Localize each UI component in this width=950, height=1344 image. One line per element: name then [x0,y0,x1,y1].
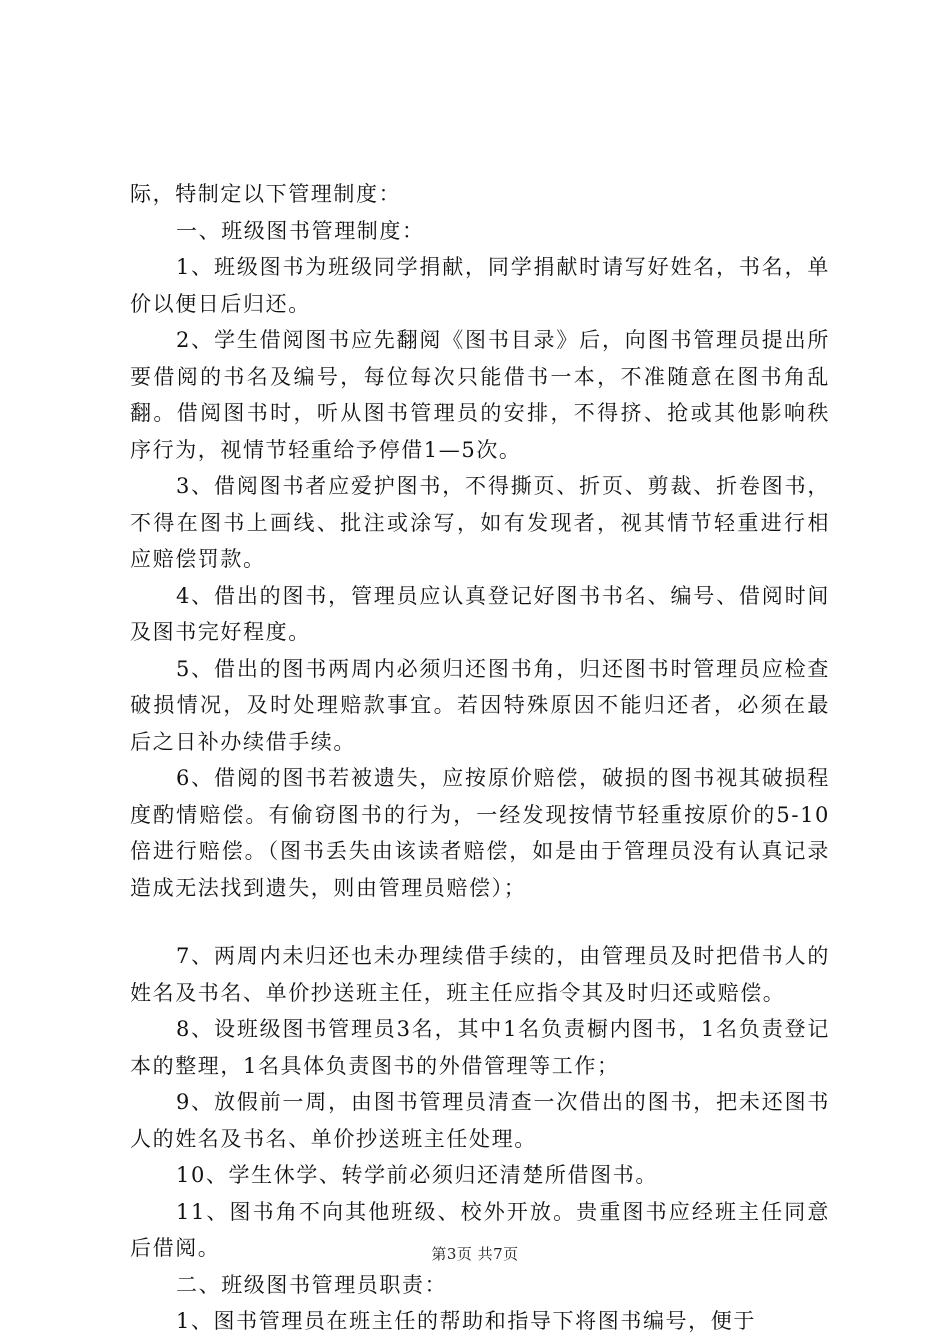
rule-item-11: 11、图书角不向其他班级、校外开放。贵重图书应经班主任同意后借阅。 [130,1199,830,1260]
paragraph-continuation: 际，特制定以下管理制度： [130,182,402,206]
rule-item-9: 9、放假前一周，由图书管理员清查一次借出的图书，把未还图书人的姓名及书名、单价抄送班主任处理。 [130,1090,830,1151]
rule-item-4: 4、借出的图书，管理员应认真登记好图书书名、编号、借阅时间及图书完好程度。 [130,583,830,644]
rule-item-6: 6、借阅的图书若被遗失，应按原价赔偿，破损的图书视其破损程度酌情赔偿。有偷窃图书的行为，一经发现按情节轻重按原价的5-10倍进行赔偿。（图书丢失由该读者赔偿，如是由于管理员没有认真记录造成无法找到遗失，则由管理员赔偿）； [130,766,830,900]
rule-item-7: 7、两周内未归还也未办理续借手续的，由管理员及时把借书人的姓名及书名、单价抄送班主任，班主任应指令其及时归还或赔偿。 [130,944,830,1005]
rule-item-1: 1、班级图书为班级同学捐献，同学捐献时请写好姓名，书名，单价以便日后归还。 [130,255,830,316]
rule-item-8: 8、设班级图书管理员3名，其中1名负责橱内图书，1名负责登记本的整理，1名具体负责图书的外借管理等工作； [130,1017,830,1078]
document-body [130,176,830,1340]
rule-item-2: 2、学生借阅图书应先翻阅《图书目录》后，向图书管理员提出所要借阅的书名及编号，每位每次只能借书一本，不准随意在图书角乱翻。借阅图书时，听从图书管理员的安排，不得挤、抢或其他影响秩序行为，视情节轻重给予停借1—5次。 [130,328,830,462]
section-heading-2: 二、班级图书管理员职责： [176,1272,448,1297]
rule-item-5: 5、借出的图书两周内必须归还图书角，归还图书时管理员应检查破损情况，及时处理赔款事宜。若因特殊原因不能归还者，必须在最后之日补办续借手续。 [130,656,830,754]
paragraph-gap [130,906,830,938]
section-heading-1: 一、班级图书管理制度： [176,218,425,243]
duty-item-1: 1、图书管理员在班主任的帮助和指导下将图书编号，便于 [176,1309,756,1333]
rule-item-3: 3、借阅图书者应爱护图书，不得撕页、折页、剪裁、折卷图书，不得在图书上画线、批注或涂写，如有发现者，视其情节轻重进行相应赔偿罚款。 [130,474,830,571]
rule-item-10: 10、学生休学、转学前必须归还清楚所借图书。 [176,1163,658,1187]
page-number-footer: 第3页 共7页 [431,1245,519,1263]
